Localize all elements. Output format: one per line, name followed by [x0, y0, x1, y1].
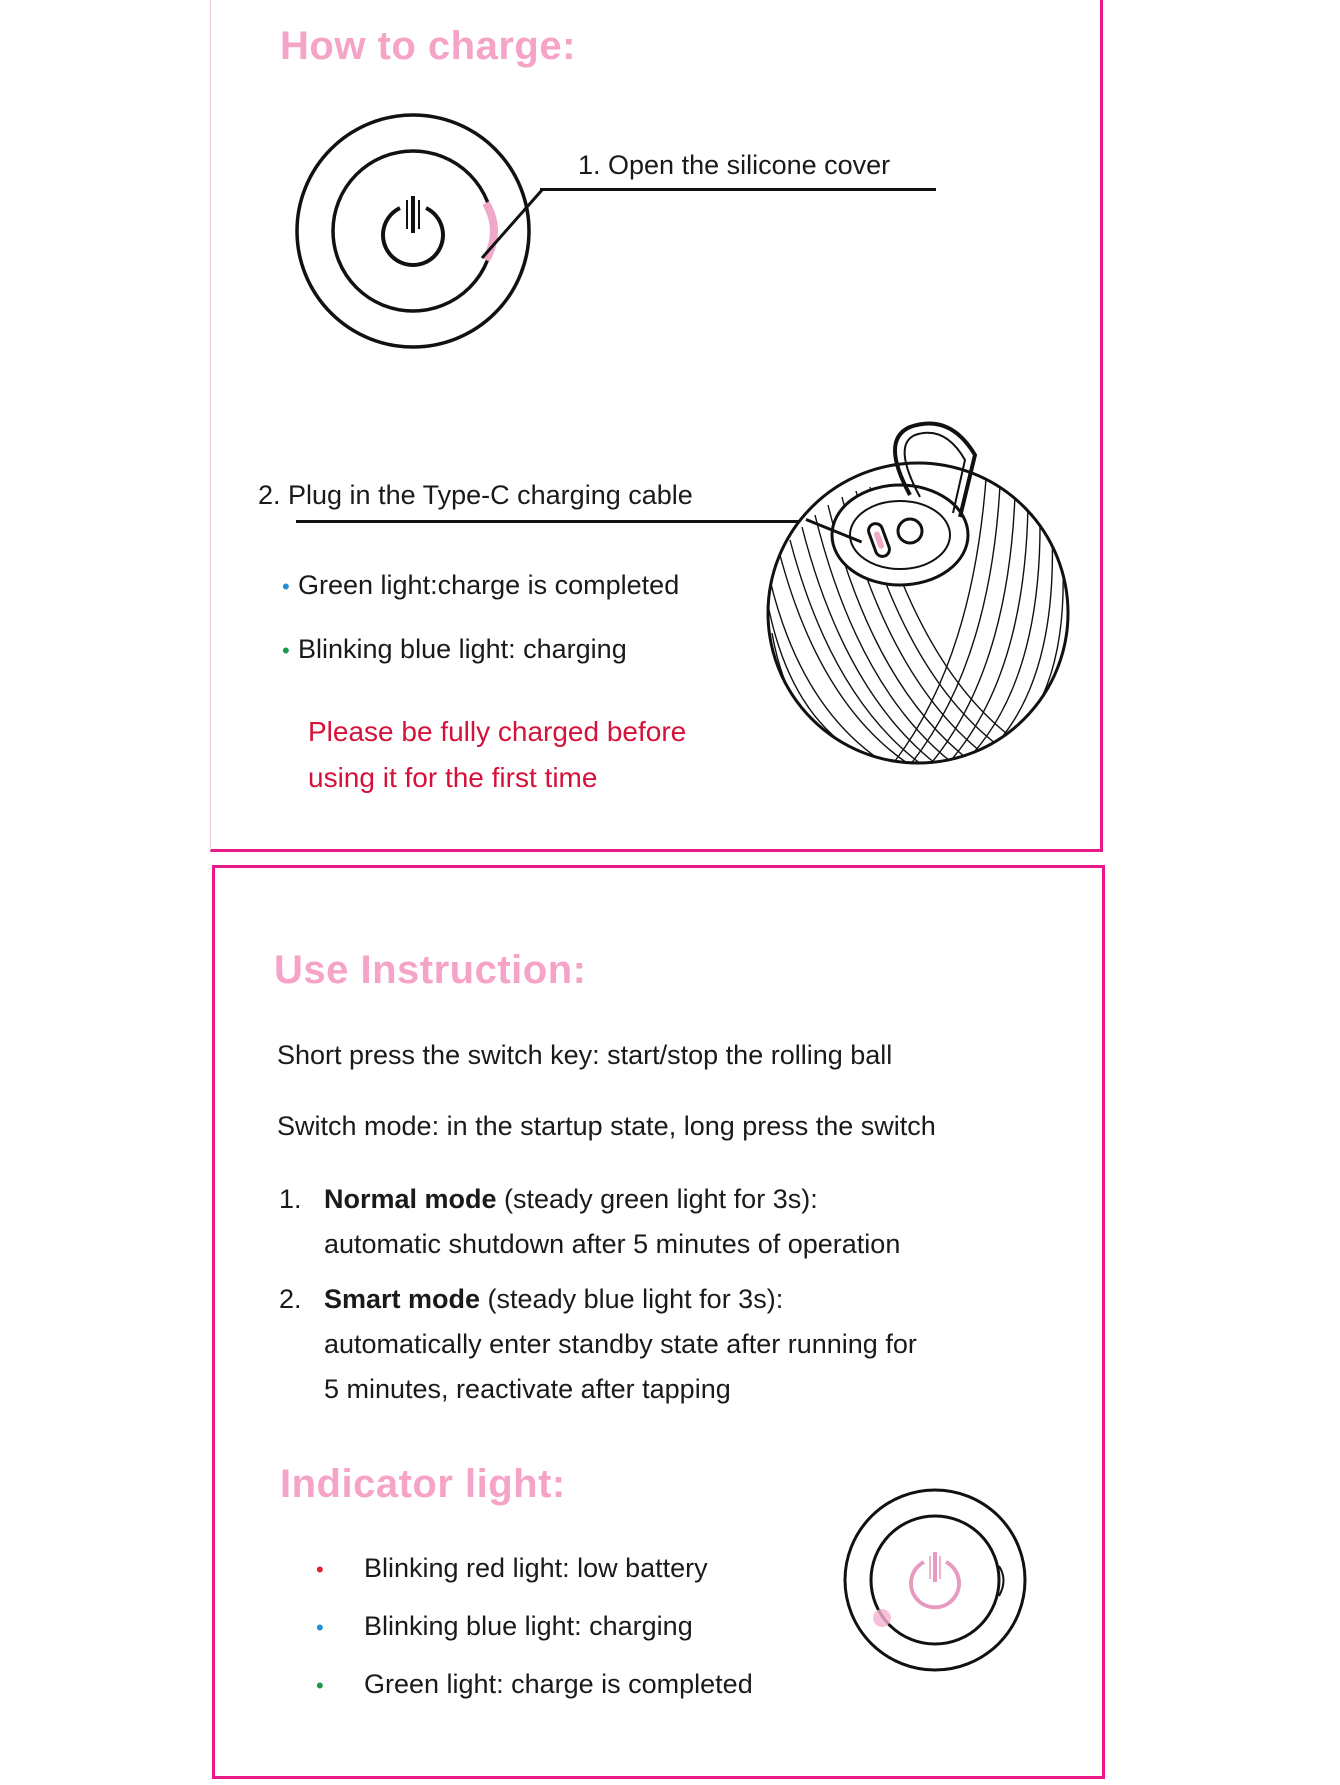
power-icon	[383, 196, 443, 265]
mode-2-number: 2.	[279, 1284, 302, 1314]
charge-bullet-blue: • Blinking blue light: charging	[282, 634, 627, 664]
bullet-dot-icon: •	[282, 638, 290, 663]
power-button-illustration	[290, 108, 550, 358]
bullet-dot-icon: •	[316, 1615, 324, 1640]
mode-2-title: Smart mode (steady blue light for 3s):	[324, 1284, 784, 1314]
charge-bullet-green: • Green light:charge is completed	[282, 570, 680, 600]
bullet-dot-icon: •	[316, 1557, 324, 1582]
power-icon	[911, 1552, 959, 1607]
step1-leader-line	[540, 188, 936, 191]
charge-step-1: 1. Open the silicone cover	[578, 150, 891, 180]
step2-leader-line	[296, 520, 816, 523]
indicator-item-green: • Green light: charge is completed	[316, 1669, 753, 1699]
charge-warning-line1: Please be fully charged before	[308, 716, 687, 747]
mode-1-number: 1.	[279, 1184, 302, 1214]
bullet-dot-icon: •	[316, 1673, 324, 1698]
charge-heading: How to charge:	[280, 24, 576, 68]
rolling-ball-illustration	[760, 405, 1080, 780]
use-line-short-press: Short press the switch key: start/stop the rolling ball	[277, 1040, 893, 1070]
indicator-light-glow	[873, 1609, 891, 1627]
charge-step-2: 2. Plug in the Type-C charging cable	[258, 480, 693, 510]
mode-1-title: Normal mode (steady green light for 3s):	[324, 1184, 818, 1214]
indicator-button-illustration	[840, 1486, 1040, 1676]
indicator-item-blue: • Blinking blue light: charging	[316, 1611, 693, 1641]
mode-1-detail: automatic shutdown after 5 minutes of operation	[324, 1229, 901, 1259]
bullet-dot-icon: •	[282, 574, 290, 599]
use-line-switch-mode: Switch mode: in the startup state, long press the switch	[277, 1111, 936, 1141]
indicator-heading: Indicator light:	[280, 1462, 566, 1506]
charge-warning-line2: using it for the first time	[308, 762, 598, 793]
mode-2-detail-1: automatically enter standby state after running for	[324, 1329, 917, 1359]
use-heading: Use Instruction:	[274, 948, 587, 992]
mode-2-detail-2: 5 minutes, reactivate after tapping	[324, 1374, 731, 1404]
indicator-item-red: • Blinking red light: low battery	[316, 1553, 708, 1583]
